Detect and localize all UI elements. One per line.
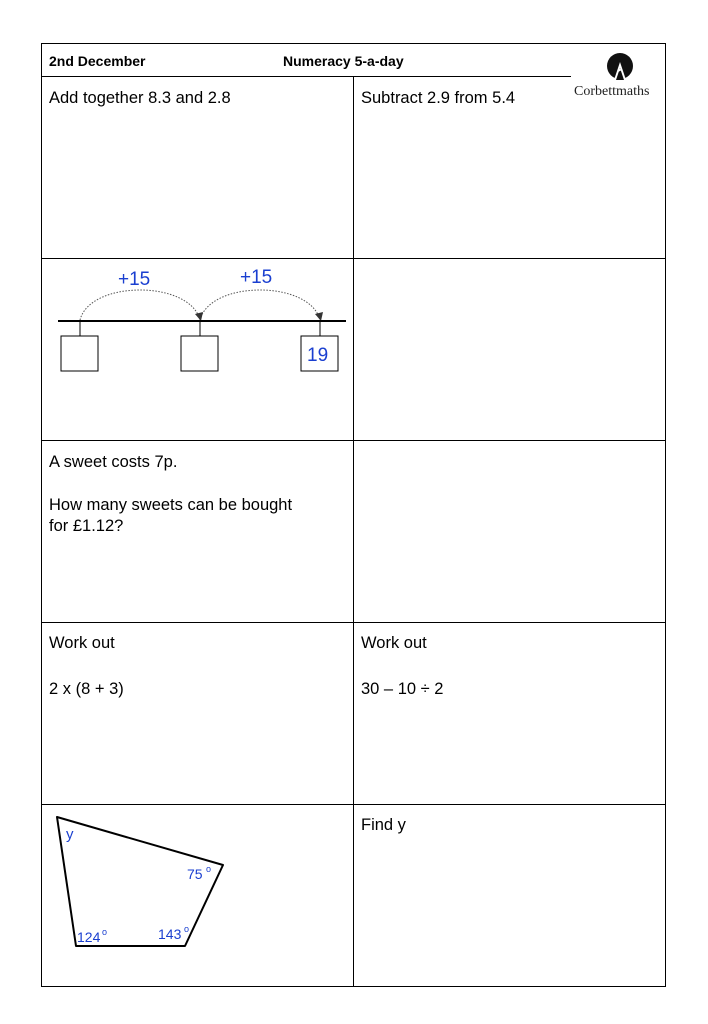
- row-divider-2: [41, 440, 666, 441]
- angle-b-degree: o: [184, 924, 190, 934]
- row-divider-1: [41, 258, 666, 259]
- question-1: Add together 8.3 and 2.8: [49, 89, 231, 107]
- angle-c-label: 124: [77, 929, 101, 945]
- jump-label-1: +15: [118, 269, 151, 290]
- angle-b-label: 143: [158, 926, 182, 942]
- question-5-line-1: A sweet costs 7p.: [49, 453, 178, 471]
- answer-box-1: [61, 336, 98, 371]
- known-value: 19: [307, 345, 329, 366]
- angle-c-degree: o: [102, 927, 108, 937]
- number-line-diagram: [50, 262, 350, 392]
- arrowhead-1: [195, 312, 203, 321]
- jump-arc-1: [80, 290, 200, 320]
- angle-a-label: 75: [187, 866, 203, 882]
- jump-arc-2: [200, 290, 320, 320]
- question-5-line-2: How many sweets can be bought: [49, 496, 293, 514]
- date-label: 2nd December: [49, 53, 146, 69]
- quadrilateral-diagram: [52, 812, 232, 952]
- row-divider-4: [41, 804, 666, 805]
- angle-y-label: y: [66, 826, 74, 843]
- header-divider: [41, 76, 571, 77]
- brand-name: Corbettmaths: [574, 84, 650, 99]
- page-title: Numeracy 5-a-day: [283, 53, 404, 69]
- question-8-instruction: Work out: [361, 634, 427, 652]
- question-10: Find y: [361, 816, 406, 834]
- question-5-line-3: for £1.12?: [49, 517, 124, 535]
- question-7-instruction: Work out: [49, 634, 115, 652]
- jump-label-2: +15: [240, 267, 273, 288]
- arrowhead-2: [315, 312, 323, 321]
- row-divider-3: [41, 622, 666, 623]
- question-2: Subtract 2.9 from 5.4: [361, 89, 516, 107]
- question-8-expression: 30 – 10 ÷ 2: [361, 680, 444, 698]
- question-7-expression: 2 x (8 + 3): [49, 680, 124, 698]
- column-divider: [353, 77, 354, 987]
- answer-box-2: [181, 336, 218, 371]
- angle-a-degree: o: [206, 864, 212, 874]
